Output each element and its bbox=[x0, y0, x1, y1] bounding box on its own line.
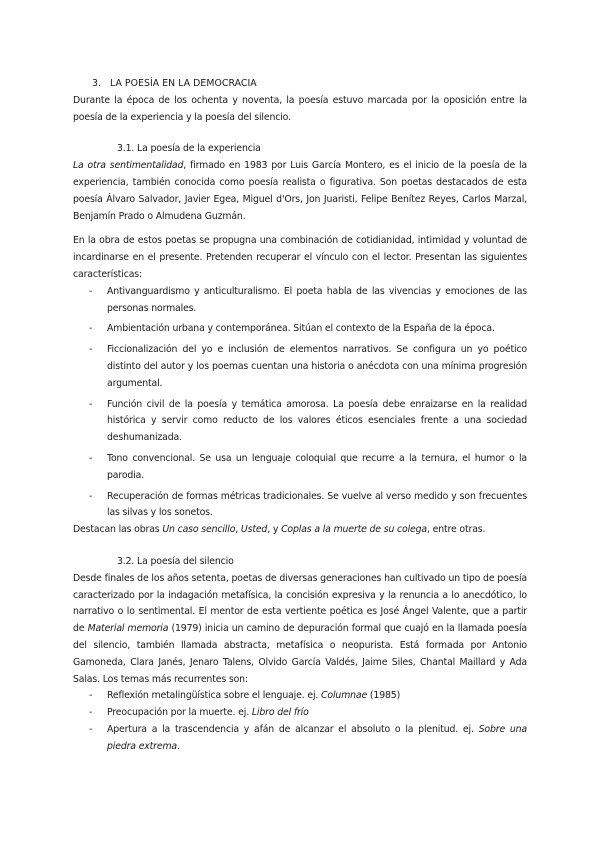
work-title-un-caso-sencillo: Un caso sencillo bbox=[162, 524, 236, 536]
section-3-1-paragraph-1-text: , firmado en 1983 por Luis García Montero, es el inicio de la poesía de la experiencia, también conocida como poesía realista o figurativa. Son poetas destacados de esta poesía Álvaro Salvador, Javier Egea, Miguel d'Ors, Jon Juaristi, Felipe Benítez Reyes, Carlos Marzal, Benjamín Prado o Almudena Guzmán. bbox=[73, 160, 527, 222]
work-title-libro-del-frio: Libro del frío bbox=[251, 707, 309, 719]
work-title-material-memoria: Material memoria bbox=[87, 623, 169, 635]
list-item-text: Recuperación de formas métricas tradicionales. Se vuelve al verso medido y son frecuentes las silvas y los sonetos. bbox=[107, 490, 527, 519]
section-3-1-closing bbox=[73, 522, 527, 539]
list-item-text: Apertura a la trascendencia y afán de alcanzar el absoluto o la plenitud. ej. bbox=[107, 723, 479, 735]
list-item bbox=[73, 284, 527, 318]
section-3-intro: Durante la época de los ochenta y noventa, la poesía estuvo marcada por la oposición entre la poesía de la experiencia y la poesía del silencio. bbox=[73, 94, 527, 123]
closing-separator: , y bbox=[267, 524, 282, 536]
list-item bbox=[73, 489, 527, 523]
list-item-text: Reflexión metalingüística sobre el lenguaje. ej. bbox=[107, 690, 322, 702]
closing-text: Destacan las obras bbox=[73, 524, 163, 536]
bullet-dash: - bbox=[89, 344, 93, 356]
section-3-1-title: 3.1. La poesía de la experiencia bbox=[117, 143, 261, 155]
list-item bbox=[73, 451, 527, 485]
list-item-suffix: . bbox=[177, 740, 180, 752]
bullet-dash: - bbox=[89, 285, 93, 297]
closing-separator: , bbox=[235, 524, 241, 536]
experience-characteristics-list bbox=[73, 284, 527, 522]
document-body bbox=[73, 76, 527, 755]
list-item-text: Función civil de la poesía y temática amorosa. La poesía debe enraizarse en la realidad histórica y servir como reducto de los valores éticos esenciales frente a una sociedad deshumanizada. bbox=[107, 398, 527, 444]
section-3-heading bbox=[92, 76, 527, 93]
section-3-2-text-b: (1979) inicia un camino de depuración formal que cuajó en la llamada poesía del silencio, también llamada abstracta, metafísica o neopurista. Está formada por Antonio Gamoneda, Clara Janés, Jenaro Talens, Olvido García Valdés, Jaime Siles, Chantal Maillard y Ada Salas. Los temas más recurrentes son: bbox=[73, 623, 527, 685]
list-item bbox=[73, 688, 527, 705]
bullet-dash: - bbox=[89, 490, 93, 502]
list-item bbox=[73, 321, 527, 338]
list-item-text: Preocupación por la muerte. ej. bbox=[107, 707, 252, 719]
list-item bbox=[73, 397, 527, 447]
list-item-text: Antivanguardismo y anticulturalismo. El poeta habla de las vivencias y emociones de las personas normales. bbox=[107, 285, 527, 314]
list-item bbox=[73, 705, 527, 722]
section-3-1-paragraph-2: En la obra de estos poetas se propugna una combinación de cotidianidad, intimidad y voluntad de incardinarse en el presente. Pretenden recuperar el vínculo con el lector. Presentan las siguientes características: bbox=[73, 235, 527, 280]
work-title-la-otra-sentimentalidad: La otra sentimentalidad bbox=[73, 160, 184, 172]
list-item bbox=[73, 722, 527, 756]
section-3-2-paragraph bbox=[73, 571, 527, 689]
section-3-number: 3. bbox=[92, 78, 102, 89]
bullet-dash: - bbox=[89, 398, 93, 410]
section-3-2-title: 3.2. La poesía del silencio bbox=[117, 555, 234, 567]
bullet-dash: - bbox=[89, 323, 93, 335]
bullet-dash: - bbox=[89, 707, 93, 719]
work-title-sobre-una-piedra-extrema: Sobre una piedra extrema bbox=[107, 723, 527, 752]
list-item-suffix: (1985) bbox=[367, 690, 401, 702]
section-3-2-text-a: Desde finales de los años setenta, poetas de diversas generaciones han cultivado un tipo de poesía caracterizado por la indagación metafísica, la concisión expresiva y la renuncia a lo anecdótico, lo narrativo o lo sentimental. El mentor de esta vertiente poética es José Ángel Valente, que a partir de bbox=[73, 572, 527, 635]
work-title-columnae: Columnae bbox=[321, 690, 368, 702]
list-item-text: Ficcionalización del yo e inclusión de elementos narrativos. Se configura un yo poético distinto del autor y los poemas cuentan una historia o anécdota con una mínima progresión argumental. bbox=[107, 344, 527, 389]
silence-themes-list bbox=[73, 688, 527, 755]
section-3-1-paragraph-1 bbox=[73, 158, 527, 225]
bullet-dash: - bbox=[89, 690, 93, 702]
list-item-text: Ambientación urbana y contemporánea. Sitúan el contexto de la España de la época. bbox=[107, 323, 495, 335]
list-item-text: Tono convencional. Se usa un lenguaje coloquial que recurre a la ternura, el humor o la parodia. bbox=[107, 452, 527, 481]
closing-tail: , entre otras. bbox=[427, 524, 486, 536]
bullet-dash: - bbox=[89, 723, 93, 735]
work-title-usted: Usted bbox=[240, 524, 268, 536]
bullet-dash: - bbox=[89, 452, 93, 464]
section-3-title: LA POESÍA EN LA DEMOCRACIA bbox=[110, 78, 257, 89]
work-title-coplas: Coplas a la muerte de su colega bbox=[281, 524, 427, 536]
list-item bbox=[73, 342, 527, 392]
